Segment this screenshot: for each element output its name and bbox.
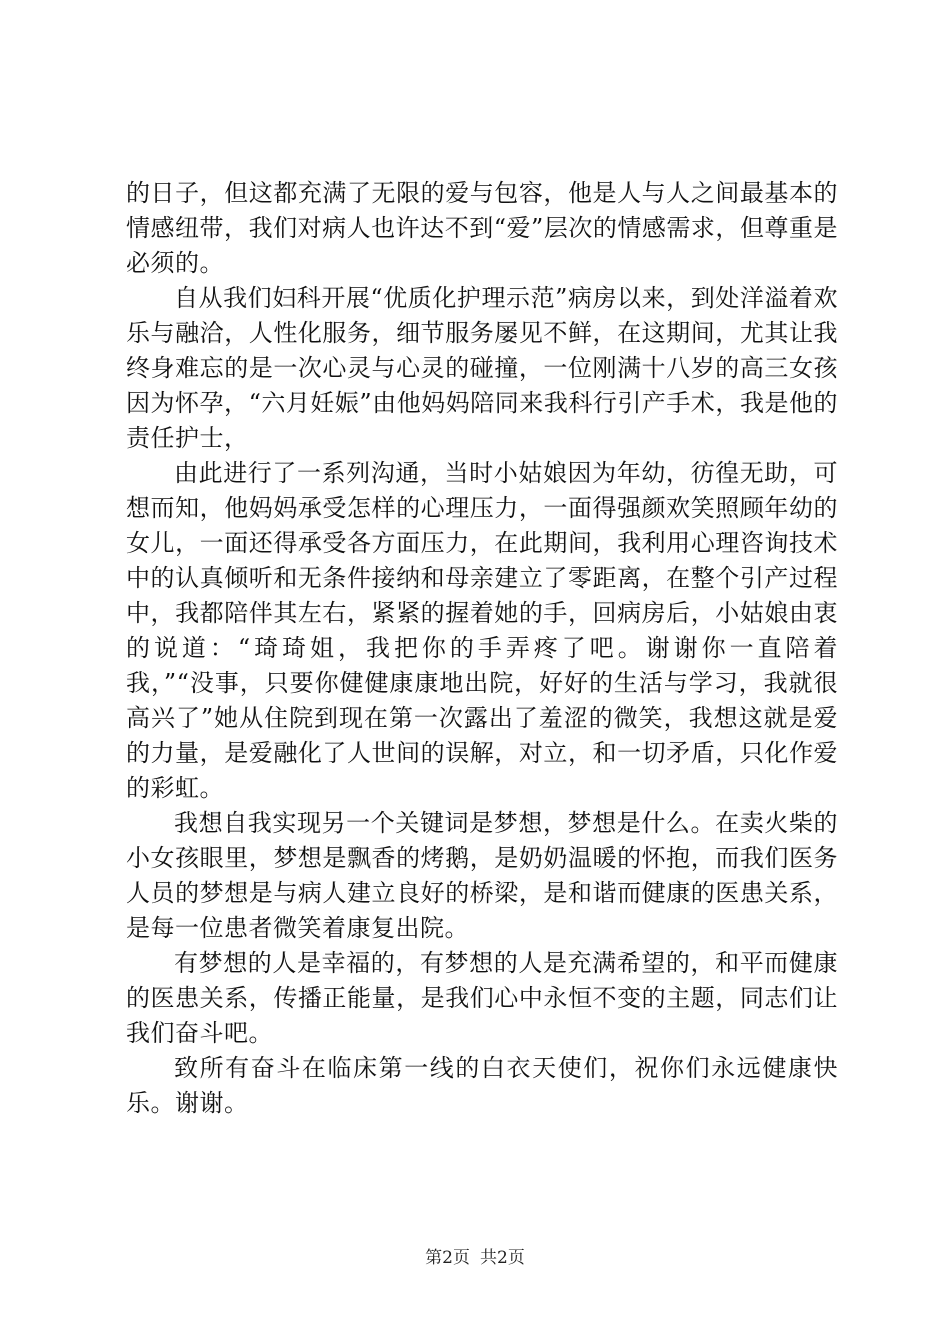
- paragraph-3: 由此进行了一系列沟通，当时小姑娘因为年幼，彷徨无助，可想而知，他妈妈承受怎样的心理压力，一面得强颜欢笑照顾年幼的女儿，一面还得承受各方面压力，在此期间，我利用心理咨询技术中的认真倾听和无条件接纳和母亲建立了零距离，在整个引产过程中，我都陪伴其左右，紧紧的握着她的手，回病房后，小姑娘由衷的说道：“琦琦姐，我把你的手弄疼了吧。谢谢你一直陪着我，”“没事，只要你健健康康地出院，好好的生活与学习，我就很高兴了”她从住院到现在第一次露出了羞涩的微笑，我想这就是爱的力量，是爱融化了人世间的误解，对立，和一切矛盾，只化作爱的彩虹。: [126, 459, 838, 802]
- paragraph-2: 自从我们妇科开展“优质化护理示范”病房以来，到处洋溢着欢乐与融洽，人性化服务，细节服务屡见不鲜，在这期间，尤其让我终身难忘的是一次心灵与心灵的碰撞，一位刚满十八岁的高三女孩因为怀孕，“六月妊娠”由他妈妈陪同来我科行引产手术，我是他的责任护士，: [126, 284, 838, 452]
- paragraph-4: 我想自我实现另一个关键词是梦想，梦想是什么。在卖火柴的小女孩眼里，梦想是飘香的烤鹅，是奶奶温暖的怀抱，而我们医务人员的梦想是与病人建立良好的桥梁，是和谐而健康的医患关系，是每一位患者微笑着康复出院。: [126, 809, 838, 942]
- page-footer: [0, 1243, 950, 1268]
- page-total: 共2页: [480, 1248, 525, 1268]
- paragraph-6: 致所有奋斗在临床第一线的白衣天使们，祝你们永远健康快乐。谢谢。: [126, 1054, 838, 1117]
- page-number: 第2页: [425, 1248, 470, 1268]
- paragraph-5: 有梦想的人是幸福的，有梦想的人是充满希望的，和平而健康的医患关系，传播正能量，是我们心中永恒不变的主题，同志们让我们奋斗吧。: [126, 949, 838, 1047]
- paragraph-1: 的日子，但这都充满了无限的爱与包容，他是人与人之间最基本的情感纽带，我们对病人也许达不到“爱”层次的情感需求，但尊重是必须的。: [126, 179, 838, 277]
- document-body: [126, 176, 838, 1121]
